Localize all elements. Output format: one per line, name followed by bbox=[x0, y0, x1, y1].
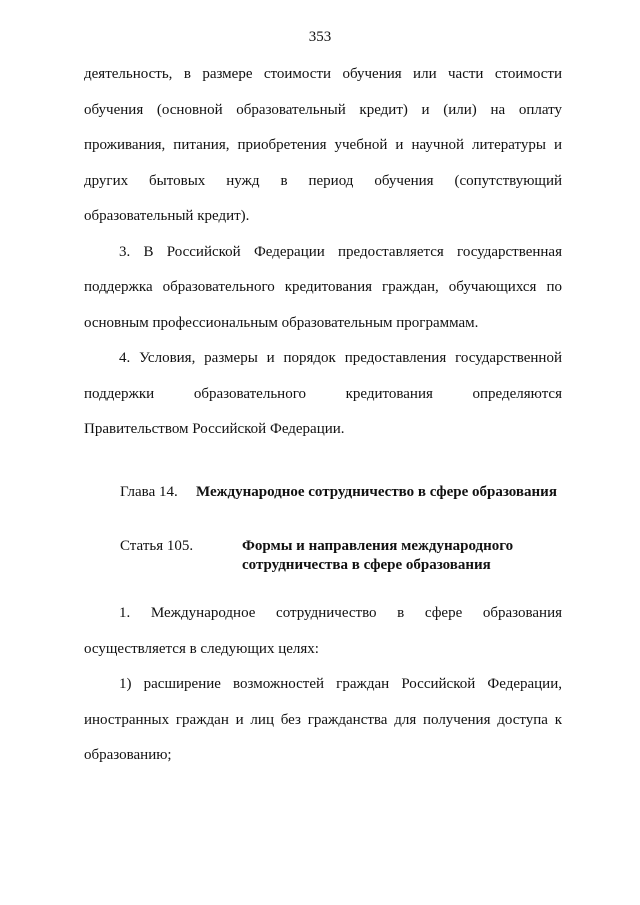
paragraph-subitem-1: 1) расширение возможностей граждан Российской Федерации, иностранных граждан и лиц без гражданства для получения доступа к образованию; bbox=[84, 676, 562, 763]
chapter-title: Международное сотрудничество в сфере образования bbox=[196, 484, 557, 500]
paragraph-item-4: 4. Условия, размеры и порядок предоставления государственной поддержки образовательного кредитования определяются Правительством Российской Федерации. bbox=[84, 350, 562, 437]
bottom-text-block bbox=[84, 596, 562, 774]
article-label: Статья 105. bbox=[120, 538, 194, 554]
paragraph-item-3: 3. В Российской Федерации предоставляется государственная поддержка образовательного кредитования граждан, обучающихся по основным профессиональным образовательным программам. bbox=[84, 243, 562, 331]
chapter-label: Глава 14. bbox=[120, 484, 178, 500]
paragraph-item-1: 1. Международное сотрудничество в сфере образования осуществляется в следующих целях: bbox=[84, 605, 562, 657]
page-number: 353 bbox=[308, 29, 332, 45]
article-title: Формы и направления международного сотрудничества в сфере образования bbox=[242, 538, 514, 573]
paragraph-continuation: деятельность, в размере стоимости обучения или части стоимости обучения (основной образовательный кредит) и (или) на оплату проживания, питания, приобретения учебной и научной литературы и других бытовых нужд в период обучения (сопутствующий образовательный кредит). bbox=[84, 66, 562, 224]
article-heading-label-row bbox=[120, 537, 193, 556]
top-text-block bbox=[84, 57, 562, 448]
chapter-heading bbox=[120, 483, 557, 502]
